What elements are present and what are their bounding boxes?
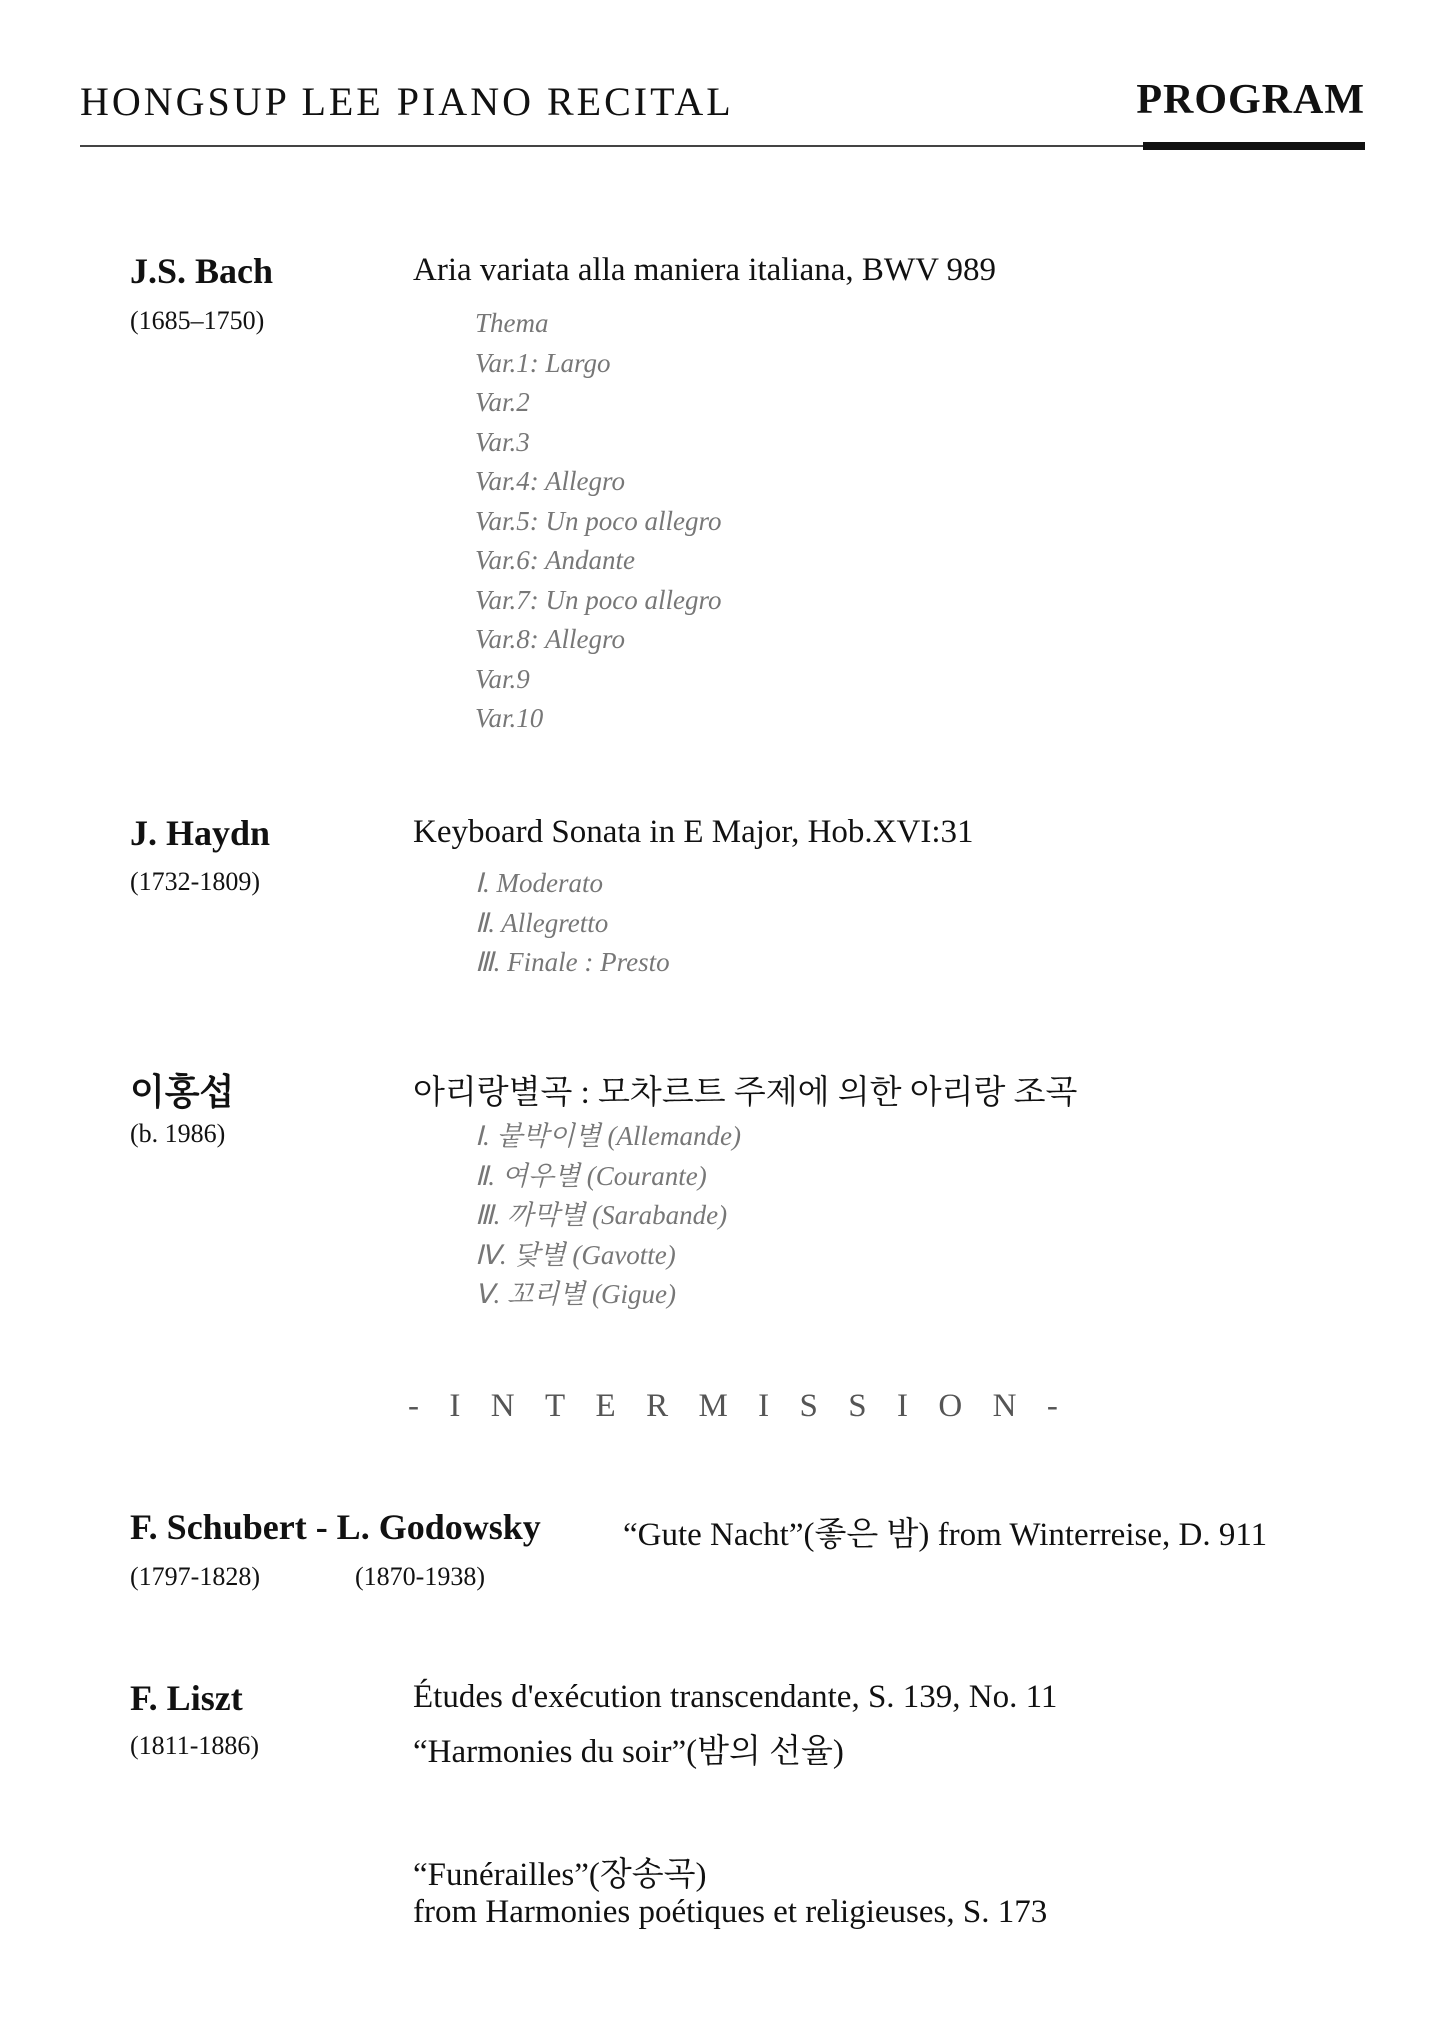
movement-item: Var.1: Largo — [475, 347, 611, 378]
movement-item: Ⅴ. 꼬리별 (Gigue) — [475, 1279, 676, 1309]
intermission-char: S — [799, 1388, 818, 1424]
movement-item: Var.4: Allegro — [475, 466, 626, 496]
dates-haydn: (1732-1809) — [130, 867, 260, 896]
movement-item: Ⅱ. 여우별 (Courante) — [475, 1160, 707, 1191]
program-underline — [1143, 142, 1365, 150]
movement-item: Var.9 — [475, 663, 530, 694]
intermission-char: N — [490, 1388, 515, 1424]
composer-bach: J.S. Bach — [130, 251, 274, 291]
dates-liszt: (1811-1886) — [130, 1731, 260, 1760]
intermission-char: E — [595, 1388, 616, 1424]
header-divider — [80, 145, 1143, 147]
program-label: PROGRAM — [1136, 77, 1365, 123]
composer-liszt: F. Liszt — [130, 1678, 243, 1718]
intermission-char: N — [992, 1388, 1017, 1424]
movement-item: Ⅳ. 닻별 (Gavotte) — [475, 1239, 676, 1270]
dates-godowsky: (1870-1938) — [355, 1562, 485, 1591]
composer-haydn: J. Haydn — [130, 813, 271, 853]
movement-item: Ⅲ. 까막별 (Sarabande) — [475, 1200, 728, 1230]
composer-lee: 이홍섭 — [130, 1072, 235, 1112]
movement-item: Var.5: Un poco allegro — [475, 505, 722, 536]
work-schubert: “Gute Nacht”(좋은 밤) from Winterreise, D. 911 — [623, 1517, 1268, 1553]
intermission-char: M — [698, 1388, 728, 1424]
intermission-char: S — [848, 1388, 867, 1424]
work-haydn: Keyboard Sonata in E Major, Hob.XVI:31 — [413, 814, 974, 850]
work-liszt-etude-subtitle: “Harmonies du soir”(밤의 선율) — [413, 1734, 844, 1770]
intermission-char: I — [449, 1388, 461, 1424]
intermission-label — [408, 1388, 1058, 1425]
dates-schubert: (1797-1828) — [130, 1562, 260, 1591]
work-liszt-funerailles: “Funérailles”(장송곡) — [413, 1857, 707, 1893]
work-lee: 아리랑별곡 : 모차르트 주제에 의한 아리랑 조곡 — [413, 1075, 1078, 1111]
movements-lee — [475, 1117, 741, 1315]
movement-item: Ⅲ. Finale : Presto — [475, 947, 670, 977]
intermission-char: - — [1046, 1388, 1058, 1424]
movement-item: Var.7: Un poco allegro — [475, 584, 722, 615]
intermission-char: O — [938, 1388, 963, 1424]
movements-bach — [475, 304, 721, 739]
movement-item: Var.6: Andante — [475, 545, 635, 575]
work-bach: Aria variata alla maniera italiana, BWV 989 — [413, 252, 997, 288]
movement-item: Var.2 — [475, 387, 530, 417]
movement-item: Ⅰ. Moderato — [475, 868, 603, 898]
movement-item: Var.3 — [475, 426, 530, 457]
intermission-char: I — [897, 1388, 909, 1424]
movement-item: Var.10 — [475, 703, 544, 733]
movements-haydn — [475, 864, 670, 983]
composer-schubert-godowsky: F. Schubert - L. Godowsky — [130, 1507, 541, 1547]
movement-item: Var.8: Allegro — [475, 624, 626, 654]
intermission-char: T — [544, 1388, 566, 1424]
work-liszt-etude: Études d'exécution transcendante, S. 139, No. 11 — [413, 1679, 1058, 1715]
movement-item: Thema — [475, 308, 549, 338]
movement-item: Ⅰ. 붙박이별 (Allemande) — [475, 1121, 741, 1151]
dates-lee: (b. 1986) — [130, 1119, 226, 1148]
intermission-char: I — [758, 1388, 770, 1424]
dates-bach: (1685–1750) — [130, 306, 265, 335]
recital-title: HONGSUP LEE PIANO RECITAL — [80, 79, 734, 124]
movement-item: Ⅱ. Allegretto — [475, 907, 609, 938]
work-liszt-funerailles-source: from Harmonies poétiques et religieuses, S. 173 — [413, 1894, 1048, 1930]
intermission-char: - — [408, 1388, 419, 1424]
intermission-char: R — [646, 1388, 669, 1424]
